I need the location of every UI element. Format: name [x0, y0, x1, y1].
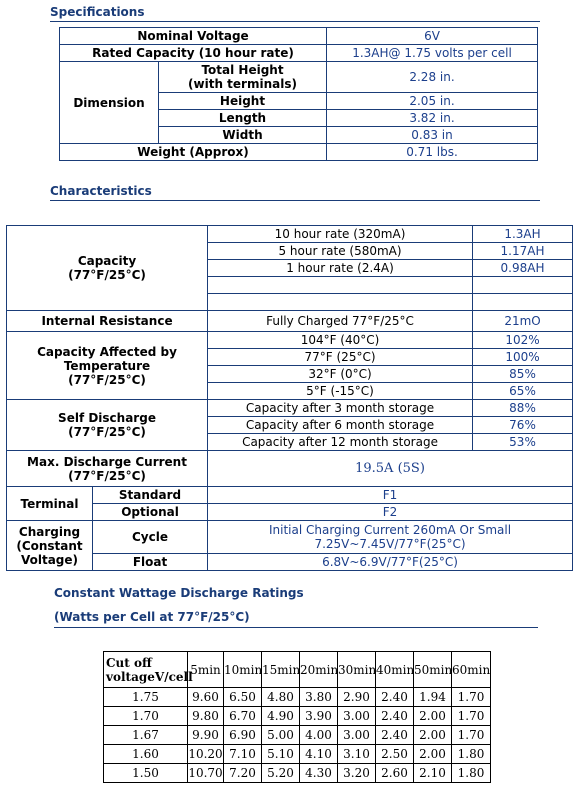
weight-label: Weight (Approx): [60, 144, 327, 161]
wattage-subtitle: (Watts per Cell at 77°F/25°C): [54, 610, 250, 624]
wattage-rule: [54, 627, 538, 628]
wattage-value-cell: 2.00: [414, 745, 452, 764]
cutoff-voltage-cell: 1.60: [104, 745, 188, 764]
capacity-condition: 5 hour rate (580mA): [208, 243, 473, 260]
temperature-condition: 5°F (-15°C): [208, 383, 473, 400]
rated-capacity-value: 1.3AH@ 1.75 volts per cell: [327, 45, 538, 62]
max-discharge-label: Max. Discharge Current (77°F/25°C): [7, 451, 208, 487]
charging-cycle-value: Initial Charging Current 260mA Or Small 7.25V~7.45V/77°F(25°C): [208, 521, 573, 554]
width-value: 0.83 in: [327, 127, 538, 144]
wattage-value-cell: 4.10: [300, 745, 338, 764]
wattage-value-cell: 2.40: [376, 726, 414, 745]
wattage-value-cell: 6.50: [224, 688, 262, 707]
wattage-value-cell: 10.20: [188, 745, 224, 764]
temperature-label: Capacity Affected by Temperature (77°F/25°C): [7, 332, 208, 400]
wattage-value-cell: 3.80: [300, 688, 338, 707]
wattage-value-cell: 2.60: [376, 764, 414, 783]
wattage-value-cell: 3.20: [338, 764, 376, 783]
terminal-label: Terminal: [7, 487, 93, 521]
cutoff-voltage-header: Cut off voltageV/cell: [104, 652, 188, 688]
wattage-value-cell: 4.30: [300, 764, 338, 783]
table-row: [104, 764, 491, 783]
cutoff-voltage-cell: 1.67: [104, 726, 188, 745]
characteristics-title: Characteristics: [50, 184, 152, 198]
specifications-rule: [50, 21, 540, 22]
wattage-value-cell: 10.70: [188, 764, 224, 783]
wattage-value-cell: 2.40: [376, 688, 414, 707]
cutoff-voltage-cell: 1.75: [104, 688, 188, 707]
wattage-value-cell: 2.00: [414, 726, 452, 745]
self-discharge-value: 76%: [473, 417, 573, 434]
table-row: [104, 726, 491, 745]
length-value: 3.82 in.: [327, 110, 538, 127]
wattage-value-cell: 1.70: [452, 707, 491, 726]
temperature-value: 100%: [473, 349, 573, 366]
table-row: [104, 688, 491, 707]
wattage-value-cell: 2.50: [376, 745, 414, 764]
temperature-value: 65%: [473, 383, 573, 400]
specifications-table: [59, 27, 538, 161]
temperature-value: 102%: [473, 332, 573, 349]
time-header: 10min: [224, 652, 262, 688]
wattage-value-cell: 2.40: [376, 707, 414, 726]
wattage-value-cell: 2.10: [414, 764, 452, 783]
capacity-value: 1.17AH: [473, 243, 573, 260]
internal-resistance-label: Internal Resistance: [7, 311, 208, 332]
wattage-table: [103, 651, 491, 783]
specifications-title: Specifications: [50, 5, 145, 19]
temperature-condition: 104°F (40°C): [208, 332, 473, 349]
wattage-value-cell: 3.00: [338, 707, 376, 726]
time-header: 20min: [300, 652, 338, 688]
wattage-value-cell: 7.20: [224, 764, 262, 783]
terminal-standard-value: F1: [208, 487, 573, 504]
charging-label: Charging (Constant Voltage): [7, 521, 93, 571]
self-discharge-condition: Capacity after 12 month storage: [208, 434, 473, 451]
nominal-voltage-label: Nominal Voltage: [60, 28, 327, 45]
internal-resistance-condition: Fully Charged 77°F/25°C: [208, 311, 473, 332]
wattage-value-cell: 1.80: [452, 764, 491, 783]
cutoff-voltage-cell: 1.50: [104, 764, 188, 783]
self-discharge-value: 53%: [473, 434, 573, 451]
time-header: 50min: [414, 652, 452, 688]
charging-float-label: Float: [93, 554, 208, 571]
wattage-value-cell: 3.10: [338, 745, 376, 764]
empty-cell: [473, 294, 573, 311]
characteristics-table: [6, 225, 573, 571]
wattage-value-cell: 3.90: [300, 707, 338, 726]
time-header: 15min: [262, 652, 300, 688]
temperature-condition: 77°F (25°C): [208, 349, 473, 366]
width-label: Width: [159, 127, 327, 144]
wattage-value-cell: 1.70: [452, 726, 491, 745]
self-discharge-label: Self Discharge (77°F/25°C): [7, 400, 208, 451]
charging-cycle-label: Cycle: [93, 521, 208, 554]
wattage-value-cell: 9.80: [188, 707, 224, 726]
wattage-value-cell: 4.80: [262, 688, 300, 707]
time-header: 40min: [376, 652, 414, 688]
empty-cell: [208, 294, 473, 311]
total-height-label: Total Height (with terminals): [159, 62, 327, 93]
wattage-value-cell: 4.90: [262, 707, 300, 726]
internal-resistance-value: 21mO: [473, 311, 573, 332]
height-label: Height: [159, 93, 327, 110]
capacity-condition: 1 hour rate (2.4A): [208, 260, 473, 277]
terminal-optional-value: F2: [208, 504, 573, 521]
capacity-condition: 10 hour rate (320mA): [208, 226, 473, 243]
length-label: Length: [159, 110, 327, 127]
wattage-value-cell: 9.60: [188, 688, 224, 707]
wattage-value-cell: 6.70: [224, 707, 262, 726]
table-row: [104, 745, 491, 764]
wattage-value-cell: 2.90: [338, 688, 376, 707]
wattage-value-cell: 4.00: [300, 726, 338, 745]
table-row: [104, 707, 491, 726]
weight-value: 0.71 lbs.: [327, 144, 538, 161]
time-header: 30min: [338, 652, 376, 688]
wattage-value-cell: 5.20: [262, 764, 300, 783]
time-header: 60min: [452, 652, 491, 688]
wattage-value-cell: 1.80: [452, 745, 491, 764]
nominal-voltage-value: 6V: [327, 28, 538, 45]
capacity-value: 0.98AH: [473, 260, 573, 277]
dimension-label: Dimension: [60, 62, 159, 144]
height-value: 2.05 in.: [327, 93, 538, 110]
empty-cell: [208, 277, 473, 294]
wattage-value-cell: 9.90: [188, 726, 224, 745]
wattage-value-cell: 5.00: [262, 726, 300, 745]
cutoff-voltage-cell: 1.70: [104, 707, 188, 726]
time-header: 5min: [188, 652, 224, 688]
charging-float-value: 6.8V~6.9V/77°F(25°C): [208, 554, 573, 571]
empty-cell: [473, 277, 573, 294]
self-discharge-value: 88%: [473, 400, 573, 417]
self-discharge-condition: Capacity after 3 month storage: [208, 400, 473, 417]
terminal-standard-label: Standard: [93, 487, 208, 504]
wattage-value-cell: 2.00: [414, 707, 452, 726]
wattage-value-cell: 3.00: [338, 726, 376, 745]
temperature-value: 85%: [473, 366, 573, 383]
wattage-value-cell: 5.10: [262, 745, 300, 764]
wattage-value-cell: 1.94: [414, 688, 452, 707]
temperature-condition: 32°F (0°C): [208, 366, 473, 383]
wattage-title: Constant Wattage Discharge Ratings: [54, 586, 304, 600]
total-height-value: 2.28 in.: [327, 62, 538, 93]
capacity-label: Capacity (77°F/25°C): [7, 226, 208, 311]
self-discharge-condition: Capacity after 6 month storage: [208, 417, 473, 434]
wattage-value-cell: 6.90: [224, 726, 262, 745]
wattage-value-cell: 7.10: [224, 745, 262, 764]
terminal-optional-label: Optional: [93, 504, 208, 521]
max-discharge-value: 19.5A (5S): [208, 451, 573, 487]
capacity-value: 1.3AH: [473, 226, 573, 243]
rated-capacity-label: Rated Capacity (10 hour rate): [60, 45, 327, 62]
characteristics-rule: [50, 200, 540, 201]
wattage-value-cell: 1.70: [452, 688, 491, 707]
